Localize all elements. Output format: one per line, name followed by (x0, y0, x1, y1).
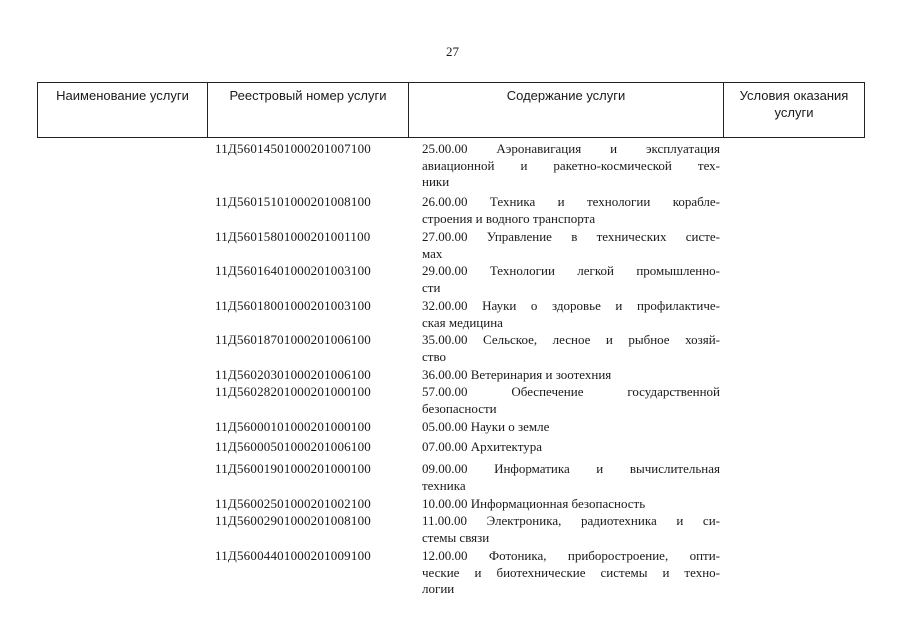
service-content (422, 496, 720, 513)
registry-number: 11Д56018001000201003100 (215, 298, 371, 313)
registry-number: 11Д56015801000201001100 (215, 229, 371, 244)
content-line: безопасности (422, 400, 497, 416)
content-line: 27.00.00 Управление в технических систе- (422, 229, 720, 244)
content-line: ство (422, 348, 447, 364)
service-content (422, 229, 720, 262)
service-content (422, 141, 720, 191)
content-line: 10.00.00 Информационная безопасность (422, 496, 646, 511)
registry-number: 11Д56002901000201008100 (215, 513, 371, 528)
header-service-name: Наименование услуги (38, 83, 208, 137)
registry-number: 11Д56004401000201009100 (215, 548, 371, 563)
content-line: 29.00.00 Технологии легкой промышленно- (422, 263, 720, 278)
service-content (422, 548, 720, 598)
registry-number: 11Д56018701000201006100 (215, 332, 371, 347)
content-line: 36.00.00 Ветеринария и зоотехния (422, 367, 612, 382)
service-content (422, 384, 720, 417)
service-content (422, 419, 720, 436)
service-content (422, 367, 720, 384)
content-line: ческие и биотехнические системы и техно- (422, 564, 720, 580)
content-line: 26.00.00 Техника и технологии корабле- (422, 194, 720, 209)
service-content (422, 439, 720, 456)
content-line: мах (422, 245, 443, 261)
content-line: 05.00.00 Науки о земле (422, 419, 550, 434)
header-service-conditions: Условия оказания услуги (739, 88, 849, 120)
registry-number: 11Д56016401000201003100 (215, 263, 371, 278)
content-line: 35.00.00 Сельское, лесное и рыбное хозяй- (422, 332, 720, 347)
service-content (422, 194, 720, 227)
header-registry-number: Реестровый номер услуги (208, 83, 409, 137)
service-content (422, 461, 720, 494)
content-line: 25.00.00 Аэронавигация и эксплуатация (422, 141, 720, 156)
content-line: логии (422, 581, 455, 596)
registry-number: 11Д56014501000201007100 (215, 141, 371, 156)
registry-number: 11Д56002501000201002100 (215, 496, 371, 511)
registry-number: 11Д56020301000201006100 (215, 367, 371, 382)
registry-number: 11Д56001901000201000100 (215, 461, 371, 476)
content-line: строения и водного транспорта (422, 210, 596, 226)
content-line: ники (422, 174, 450, 189)
registry-number: 11Д56015101000201008100 (215, 194, 371, 209)
content-line: 57.00.00 Обеспечение государственной (422, 384, 720, 399)
content-line: стемы связи (422, 529, 490, 545)
service-content (422, 332, 720, 365)
content-line: 11.00.00 Электроника, радиотехника и си- (422, 513, 720, 528)
registry-number: 11Д56000101000201000100 (215, 419, 371, 434)
content-line: 07.00.00 Архитектура (422, 439, 542, 454)
header-service-content: Содержание услуги (409, 83, 724, 137)
content-line: техника (422, 477, 466, 493)
registry-number: 11Д56028201000201000100 (215, 384, 371, 399)
service-content (422, 298, 720, 331)
service-content (422, 263, 720, 296)
content-line: авиационной и ракетно-космической тех- (422, 157, 720, 173)
content-line: сти (422, 279, 441, 295)
content-line: ская медицина (422, 314, 503, 330)
page-number: 27 (446, 44, 459, 59)
registry-number: 11Д56000501000201006100 (215, 439, 371, 454)
content-line: 09.00.00 Информатика и вычислительная (422, 461, 720, 476)
table-header (37, 82, 865, 138)
content-line: 32.00.00 Науки о здоровье и профилактиче- (422, 298, 720, 313)
content-line: 12.00.00 Фотоника, приборостроение, опти- (422, 548, 720, 563)
service-content (422, 513, 720, 546)
